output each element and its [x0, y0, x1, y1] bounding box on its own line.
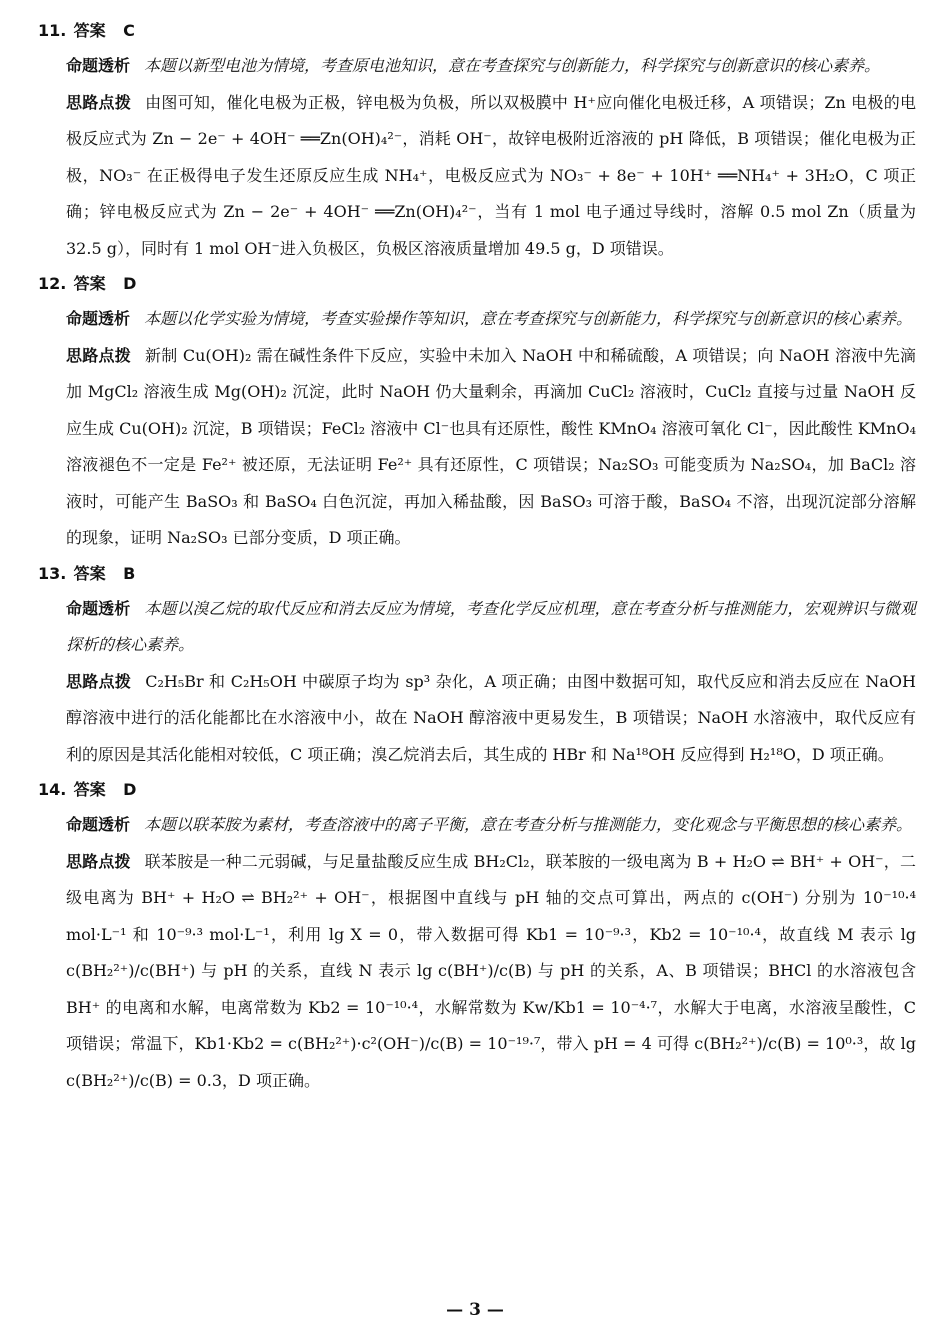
intro-paragraph [38, 48, 916, 85]
analysis-label: 思路点拨 [66, 345, 132, 365]
analysis-paragraph [38, 85, 916, 268]
question-number: 12. [38, 274, 67, 293]
question-12 [38, 267, 916, 557]
answer-label: 答案 [73, 563, 106, 583]
analysis-text: 新制 Cu(OH)₂ 需在碱性条件下反应，实验中未加入 NaOH 中和稀硫酸，A 项错误；向 NaOH 溶液中先滴加 MgCl₂ 溶液生成 Mg(OH)₂ 沉淀，此时 NaOH 仍大量剩余，再滴加 CuCl₂ 溶液时，CuCl₂ 直接与过量 NaOH 反应生成 Cu(OH)₂ 沉淀，B 项错误；FeCl₂ 溶液中 Cl⁻也具有还原性，酸性 KMnO₄ 溶液可氧化 Cl⁻，因此酸性 KMnO₄ 溶液褪色不一定是 Fe²⁺ 被还原，无法证明 Fe²⁺ 具有还原性，C 项错误；Na₂SO₃ 可能变质为 Na₂SO₄，加 BaCl₂ 溶液时，可能产生 BaSO₃ 和 BaSO₄ 白色沉淀，再加入稀盐酸，因 BaSO₃ 可溶于酸，BaSO₄ 不溶，出现沉淀部分溶解的现象，证明 Na₂SO₃ 已部分变质，D 项正确。 [66, 345, 916, 547]
intro-paragraph [38, 591, 916, 664]
question-11 [38, 14, 916, 267]
answer-label: 答案 [73, 21, 106, 40]
analysis-paragraph [38, 338, 916, 557]
answer-value: D [123, 780, 137, 799]
analysis-text: 由图可知，催化电极为正极，锌电极为负极，所以双极膜中 H⁺应向催化电极迁移，A 项错误；Zn 电极的电极反应式为 Zn − 2e⁻ + 4OH⁻ ══Zn(OH)₄²⁻，消耗 OH⁻，故锌电极附近溶液的 pH 降低，B 项错误；催化电极为正极，NO₃⁻ 在正极得电子发生还原反应生成 NH₄⁺，电极反应式为 NO₃⁻ + 8e⁻ + 10H⁺ ══NH₄⁺ + 3H₂O，C 项正确；锌电极反应式为 Zn − 2e⁻ + 4OH⁻ ══Zn(OH)₄²⁻，当有 1 mol 电子通过导线时，溶解 0.5 mol Zn（质量为 32.5 g），同时有 1 mol OH⁻进入负极区，负极区溶液质量增加 49.5 g，D 项错误。 [66, 92, 916, 258]
question-13 [38, 557, 916, 774]
intro-text: 本题以新型电池为情境，考查原电池知识，意在考查探究与创新能力，科学探究与创新意识的核心素养。 [144, 56, 881, 75]
intro-label: 命题透析 [66, 56, 131, 75]
analysis-label: 思路点拨 [66, 851, 131, 871]
analysis-label: 思路点拨 [66, 92, 132, 112]
answer-label: 答案 [73, 780, 106, 799]
intro-text: 本题以联苯胺为素材，考查溶液中的离子平衡，意在考查分析与推测能力，变化观念与平衡思想的核心素养。 [144, 815, 913, 834]
answer-page [38, 14, 916, 1099]
question-number: 14. [38, 780, 67, 799]
analysis-text: 联苯胺是一种二元弱碱，与足量盐酸反应生成 BH₂Cl₂，联苯胺的一级电离为 B + H₂O ⇌ BH⁺ + OH⁻，二级电离为 BH⁺ + H₂O ⇌ BH₂²⁺ + OH⁻，根据图中直线与 pH 轴的交点可算出，两点的 c(OH⁻) 分别为 10⁻¹⁰·⁴ mol·L⁻¹ 和 10⁻⁹·³ mol·L⁻¹，利用 lg X = 0，带入数据可得 Kb1 = 10⁻⁹·³，Kb2 = 10⁻¹⁰·⁴，故直线 M 表示 lg c(BH₂²⁺)/c(BH⁺) 与 pH 的关系，直线 N 表示 lg c(BH⁺)/c(B) 与 pH 的关系，A、B 项错误；BHCl 的水溶液包含 BH⁺ 的电离和水解，电离常数为 Kb2 = 10⁻¹⁰·⁴，水解常数为 Kw/Kb1 = 10⁻⁴·⁷，水解大于电离，水溶液呈酸性，C 项错误；常温下，Kb1·Kb2 = c(BH₂²⁺)·c²(OH⁻)/c(B) = 10⁻¹⁹·⁷，带入 pH = 4 可得 c(BH₂²⁺)/c(B) = 10⁰·³，故 lg c(BH₂²⁺)/c(B) = 0.3，D 项正确。 [66, 851, 916, 1090]
intro-text: 本题以溴乙烷的取代反应和消去反应为情境，考查化学反应机理，意在考查分析与推测能力，宏观辨识与微观探析的核心素养。 [66, 598, 916, 654]
answer-line [38, 267, 916, 301]
intro-paragraph [38, 301, 916, 338]
intro-text: 本题以化学实验为情境，考查实验操作等知识，意在考查探究与创新能力，科学探究与创新意识的核心素养。 [144, 309, 913, 328]
answer-line [38, 773, 916, 807]
page-number: — 3 — [446, 1300, 504, 1320]
analysis-paragraph [38, 844, 916, 1100]
answer-value: C [123, 21, 135, 40]
intro-label: 命题透析 [66, 309, 131, 328]
question-14 [38, 773, 916, 1099]
intro-paragraph [38, 807, 916, 844]
intro-label: 命题透析 [66, 598, 131, 618]
question-number: 13. [38, 563, 67, 583]
question-number: 11. [38, 21, 67, 40]
answer-value: D [123, 274, 137, 293]
analysis-label: 思路点拨 [66, 671, 132, 691]
answer-line [38, 557, 916, 591]
answer-line [38, 14, 916, 48]
intro-label: 命题透析 [66, 815, 131, 834]
answer-label: 答案 [73, 274, 106, 293]
analysis-text: C₂H₅Br 和 C₂H₅OH 中碳原子均为 sp³ 杂化，A 项正确；由图中数据可知，取代反应和消去反应在 NaOH 醇溶液中进行的活化能都比在水溶液中小，故在 NaOH 醇溶液中更易发生，B 项错误；NaOH 水溶液中，取代反应有利的原因是其活化能相对较低，C 项正确；溴乙烷消去后，其生成的 HBr 和 Na¹⁸OH 反应得到 H₂¹⁸O，D 项正确。 [66, 671, 916, 764]
analysis-paragraph [38, 664, 916, 774]
answer-value: B [123, 563, 136, 583]
